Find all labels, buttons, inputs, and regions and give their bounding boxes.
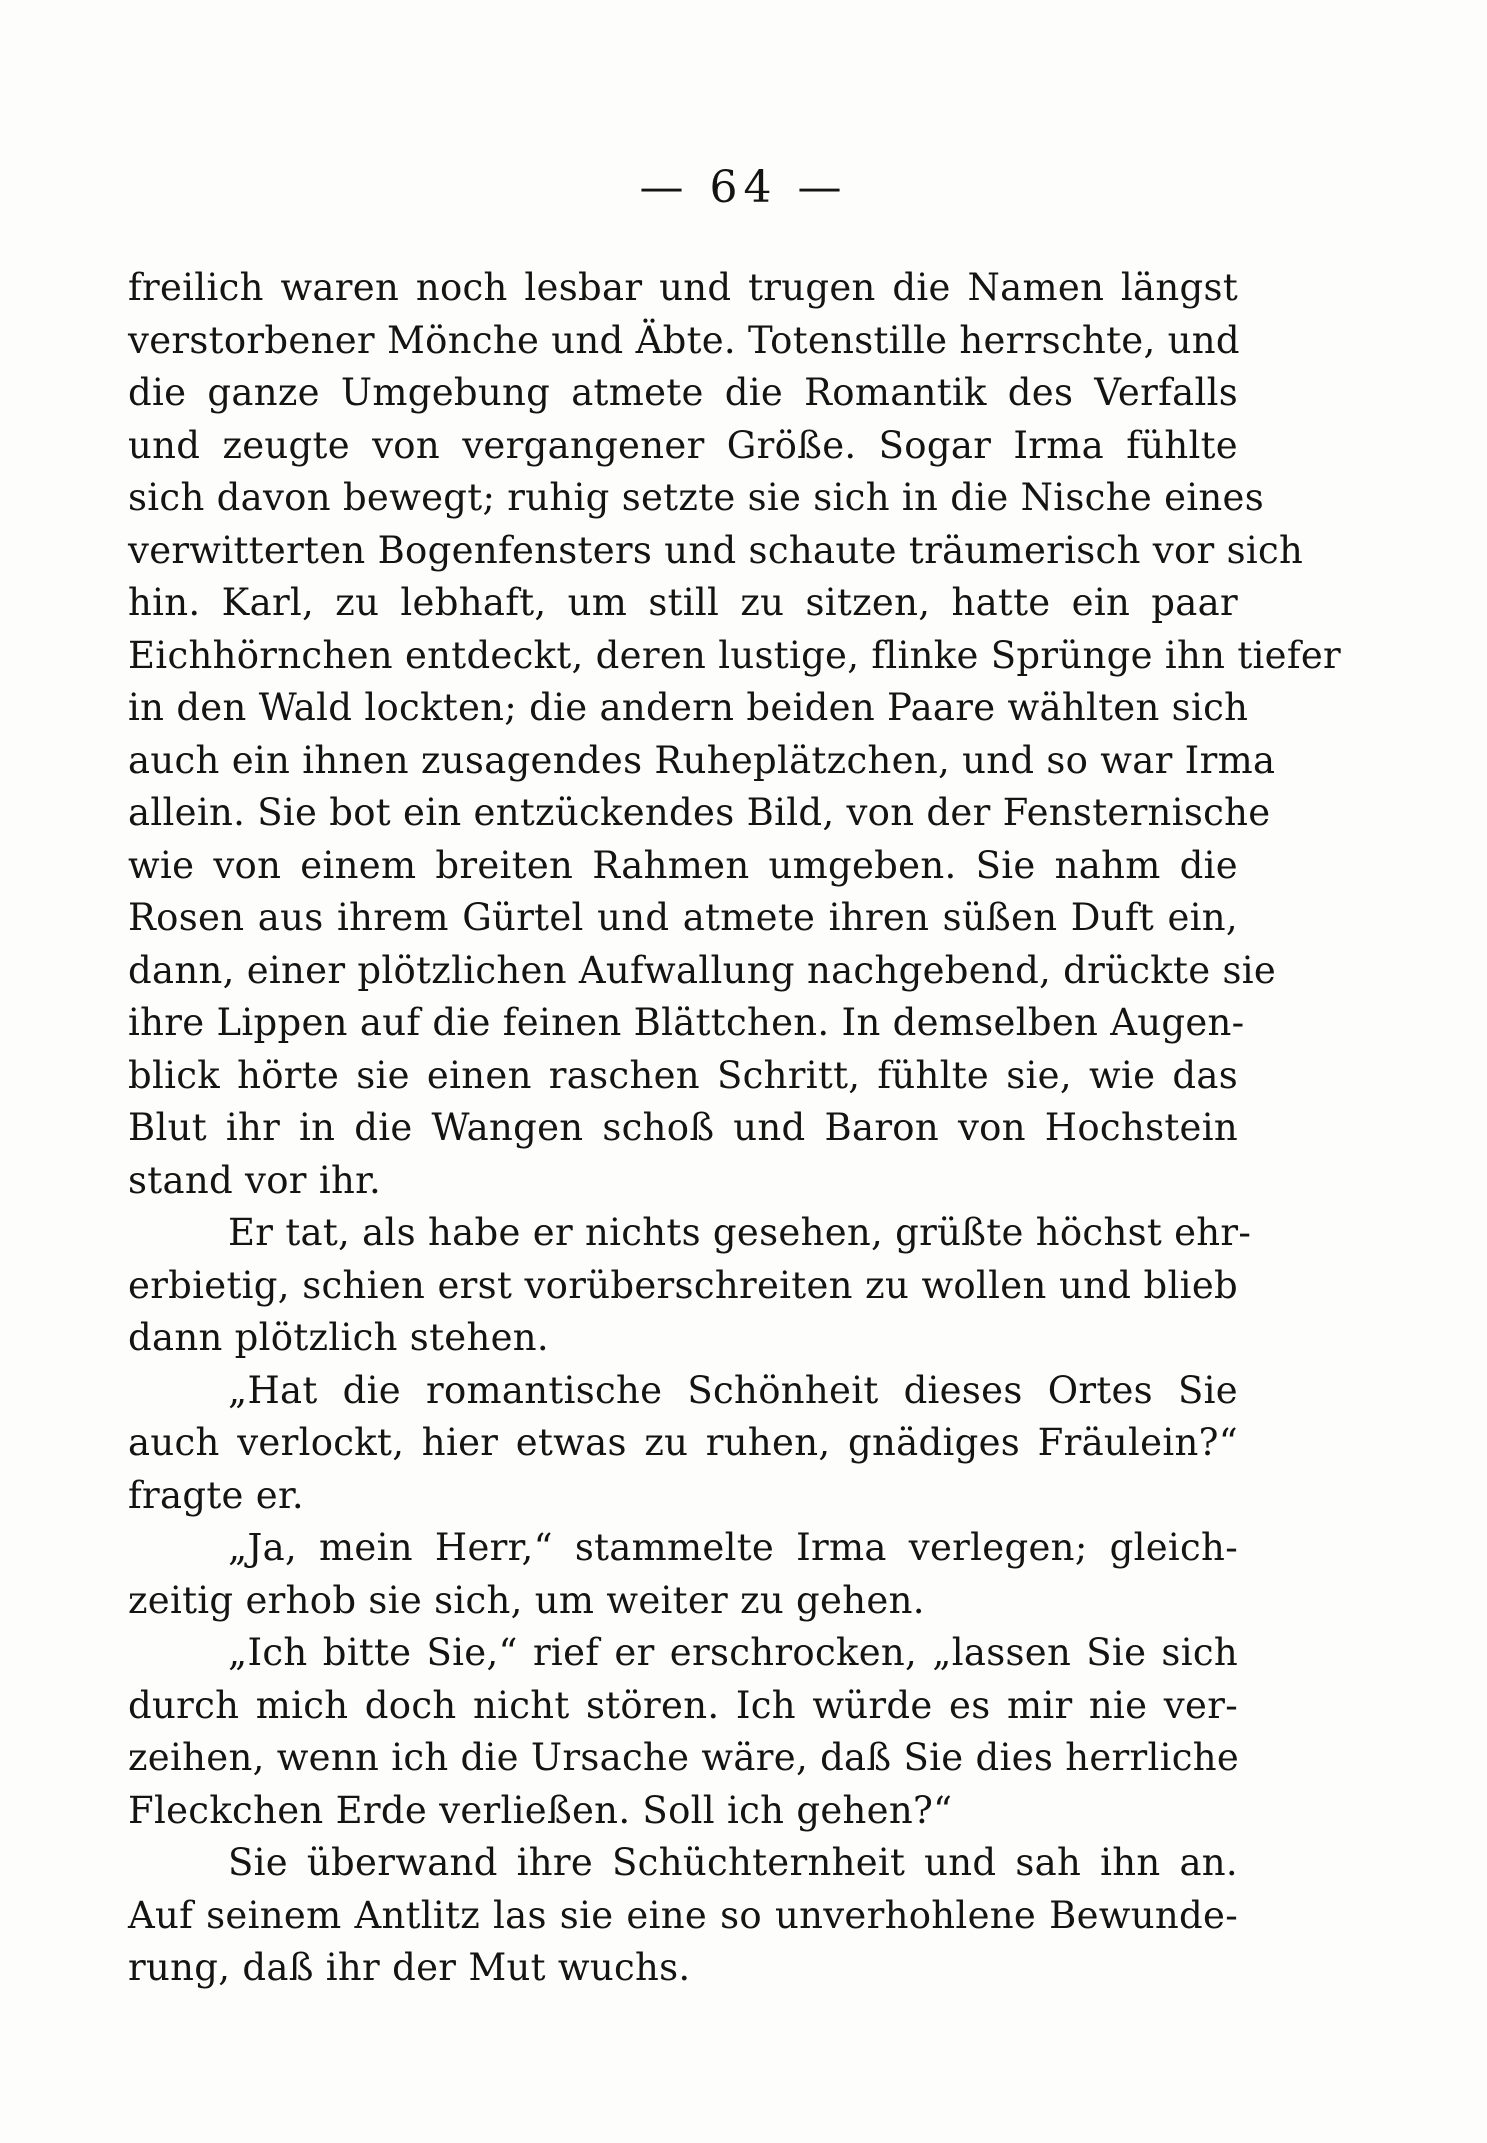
text-line: auch ein ihnen zusagendes Ruheplätzchen, und so war Irma	[128, 738, 1276, 782]
text-line: Er tat, als habe er nichts gesehen, grüßte höchst ehr-	[228, 1211, 1252, 1254]
text-line: dann, einer plötzlichen Aufwallung nachgebend, drückte sie	[128, 948, 1277, 992]
text-line: verwitterten Bogenfensters und schaute träumerisch vor sich	[128, 528, 1304, 572]
text-line: auch verlockt, hier etwas zu ruhen, gnädiges Fräulein?“	[128, 1421, 1238, 1464]
text-line: Fleckchen Erde verließen. Soll ich gehen?“	[128, 1788, 953, 1832]
text-line: „Ich bitte Sie,“ rief er erschrocken, „lassen Sie sich	[228, 1631, 1238, 1674]
text-line: blick hörte sie einen raschen Schritt, fühlte sie, wie das	[128, 1053, 1238, 1097]
text-line: fragte er.	[128, 1473, 304, 1517]
text-line: Blut ihr in die Wangen schoß und Baron von Hochstein	[128, 1106, 1238, 1149]
text-line: Eichhörnchen entdeckt, deren lustige, flinke Sprünge ihn tiefer	[128, 633, 1341, 677]
text-line: zeihen, wenn ich die Ursache wäre, daß Sie dies herrliche	[128, 1736, 1240, 1779]
text-line: sich davon bewegt; ruhig setzte sie sich in die Nische eines	[128, 476, 1265, 519]
body-text	[128, 262, 1341, 1995]
text-line: Sie überwand ihre Schüchternheit und sah ihn an.	[228, 1841, 1238, 1884]
text-line: freilich waren noch lesbar und trugen die Namen längst	[128, 266, 1238, 309]
text-line: in den Wald lockten; die andern beiden Paare wählten sich	[128, 686, 1249, 729]
text-line: allein. Sie bot ein entzückendes Bild, von der Fensternische	[128, 791, 1271, 834]
text-line: durch mich doch nicht stören. Ich würde es mir nie ver-	[128, 1683, 1238, 1727]
text-line: zeitig erhob sie sich, um weiter zu gehen.	[128, 1578, 925, 1622]
text-line: ihre Lippen auf die feinen Blättchen. In demselben Augen-	[128, 1001, 1245, 1044]
text-line: „Ja, mein Herr,“ stammelte Irma verlegen; gleich-	[228, 1526, 1238, 1569]
text-line: wie von einem breiten Rahmen umgeben. Sie nahm die	[128, 843, 1238, 887]
text-line: dann plötzlich stehen.	[128, 1316, 549, 1359]
text-line: Rosen aus ihrem Gürtel und atmete ihren süßen Duft ein,	[128, 896, 1238, 939]
text-line: stand vor ihr.	[128, 1158, 382, 1202]
text-line: erbietig, schien erst vorüberschreiten zu wollen und blieb	[128, 1263, 1238, 1307]
text-line: hin. Karl, zu lebhaft, um still zu sitzen, hatte ein paar	[128, 581, 1238, 624]
page-number: — 64 —	[639, 162, 848, 213]
text-line: rung, daß ihr der Mut wuchs.	[128, 1946, 691, 1989]
text-line: Auf seinem Antlitz las sie eine so unverhohlene Bewunde-	[128, 1893, 1238, 1937]
text-line: die ganze Umgebung atmete die Romantik des Verfalls	[128, 371, 1238, 414]
text-line: verstorbener Mönche und Äbte. Totenstille herrschte, und	[128, 318, 1240, 362]
text-line: und zeugte von vergangener Größe. Sogar Irma fühlte	[128, 423, 1238, 467]
text-line: „Hat die romantische Schönheit dieses Ortes Sie	[228, 1368, 1238, 1412]
